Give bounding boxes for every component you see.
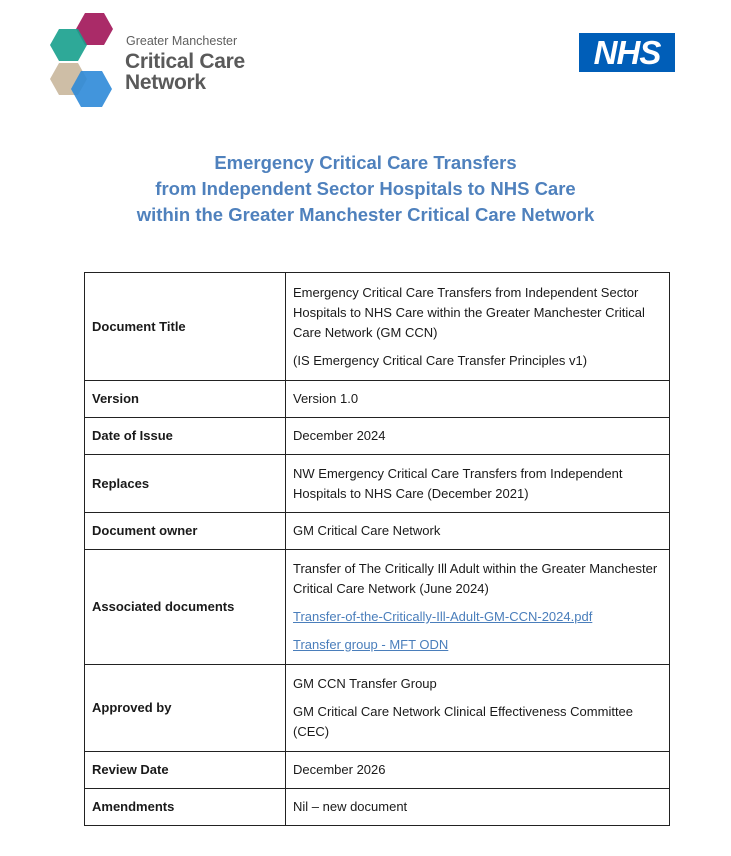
document-control-table bbox=[84, 272, 670, 826]
approved-by-committee: GM Critical Care Network Clinical Effectiveness Committee (CEC) bbox=[293, 704, 634, 739]
table-row-review-date bbox=[85, 752, 670, 789]
row-value: Nil – new document bbox=[286, 789, 670, 826]
logo-region-text: Greater Manchester bbox=[126, 34, 238, 48]
table-row-version bbox=[85, 381, 670, 418]
row-value bbox=[286, 550, 670, 665]
row-value: December 2026 bbox=[286, 752, 670, 789]
row-label: Document Title bbox=[85, 273, 286, 381]
row-value: Version 1.0 bbox=[286, 381, 670, 418]
logo-line-1: Critical Care bbox=[125, 50, 245, 73]
table-row-date-of-issue bbox=[85, 418, 670, 455]
approved-by-group: GM CCN Transfer Group bbox=[293, 676, 437, 691]
heading-line-3: within the Greater Manchester Critical Care Network bbox=[136, 204, 595, 225]
row-label: Associated documents bbox=[85, 550, 286, 665]
row-label: Replaces bbox=[85, 455, 286, 513]
table-row-amendments bbox=[85, 789, 670, 826]
heading-line-1: Emergency Critical Care Transfers bbox=[214, 152, 517, 173]
table-row-associated-documents bbox=[85, 550, 670, 665]
row-value bbox=[286, 273, 670, 381]
row-value bbox=[286, 665, 670, 752]
table-row-approved-by bbox=[85, 665, 670, 752]
heading-line-2: from Independent Sector Hospitals to NHS Care bbox=[155, 178, 576, 199]
row-label: Approved by bbox=[85, 665, 286, 752]
document-heading bbox=[0, 150, 731, 228]
row-value: GM Critical Care Network bbox=[286, 513, 670, 550]
row-value: December 2024 bbox=[286, 418, 670, 455]
table-row-document-title bbox=[85, 273, 670, 381]
document-title-note: (IS Emergency Critical Care Transfer Principles v1) bbox=[293, 352, 588, 368]
associated-document-text: Transfer of The Critically Ill Adult within the Greater Manchester Critical Care Network (June 2024) bbox=[293, 561, 658, 596]
row-label: Document owner bbox=[85, 513, 286, 550]
row-label: Amendments bbox=[85, 789, 286, 826]
logo-line-2: Network bbox=[125, 71, 206, 94]
row-label: Version bbox=[85, 381, 286, 418]
nhs-logo: NHS bbox=[579, 33, 675, 72]
row-label: Date of Issue bbox=[85, 418, 286, 455]
table-row-document-owner bbox=[85, 513, 670, 550]
gm-ccn-logo bbox=[46, 12, 276, 116]
table-row-replaces bbox=[85, 455, 670, 513]
row-label: Review Date bbox=[85, 752, 286, 789]
document-title-value: Emergency Critical Care Transfers from Independent Sector Hospitals to NHS Care within the Greater Manchester Critical Care Network (GM CCN) bbox=[293, 284, 645, 340]
transfer-group-link[interactable]: Transfer group - MFT ODN bbox=[293, 637, 449, 652]
transfer-pdf-link[interactable]: Transfer-of-the-Critically-Ill-Adult-GM-CCN-2024.pdf bbox=[293, 609, 593, 624]
network-hexagons-icon bbox=[46, 12, 126, 116]
row-value: NW Emergency Critical Care Transfers from Independent Hospitals to NHS Care (December 2021) bbox=[286, 455, 670, 513]
